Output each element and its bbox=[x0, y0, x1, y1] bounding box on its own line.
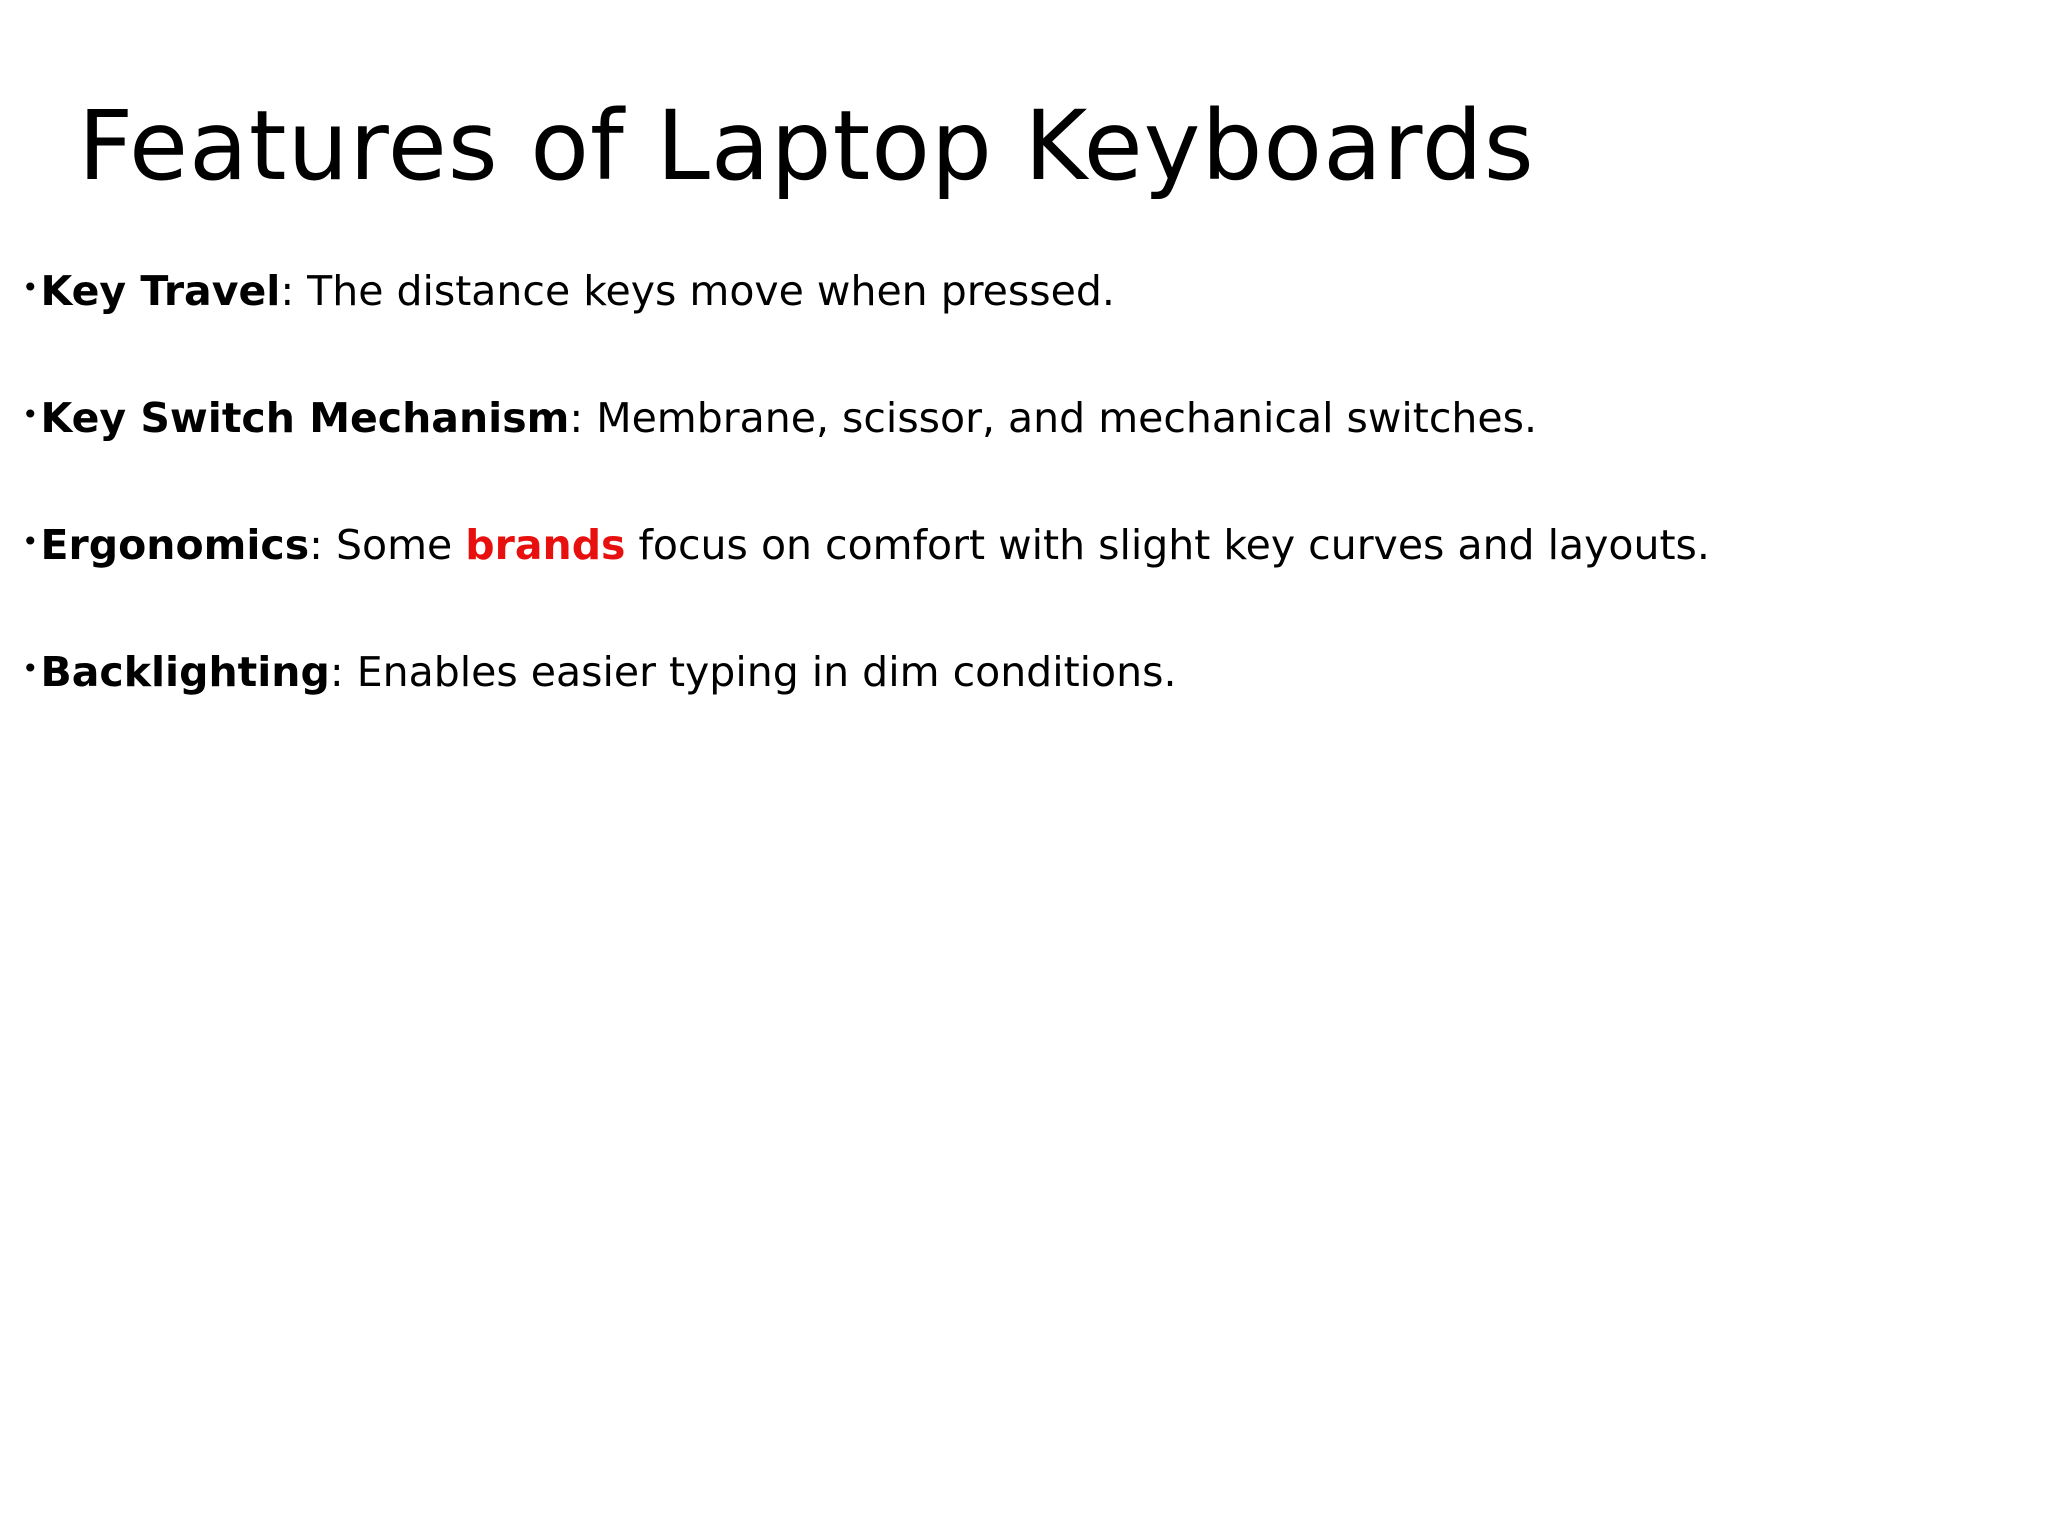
bullet-term: Key Switch Mechanism bbox=[40, 394, 570, 442]
bullet-term: Backlighting bbox=[40, 648, 330, 696]
bullet-icon: • bbox=[22, 652, 39, 685]
bullet-item-backlighting bbox=[22, 643, 1710, 698]
bullet-text: The distance keys move when pressed. bbox=[307, 267, 1115, 315]
bullet-separator: : bbox=[280, 267, 308, 315]
bullet-item-key-travel bbox=[22, 262, 1710, 317]
bullet-text: Enables easier typing in dim conditions. bbox=[356, 648, 1177, 696]
bullet-item-key-switch-mechanism bbox=[22, 389, 1710, 444]
bullet-separator: : bbox=[329, 648, 357, 696]
bullet-term: Key Travel bbox=[40, 267, 281, 315]
highlighted-word: brands bbox=[465, 521, 626, 569]
bullet-text: Membrane, scissor, and mechanical switches. bbox=[596, 394, 1538, 442]
bullet-separator: : bbox=[569, 394, 597, 442]
bullet-term: Ergonomics bbox=[40, 521, 310, 569]
bullet-text-continued: focus on comfort with slight key curves and layouts. bbox=[625, 521, 1710, 569]
bullet-item-ergonomics bbox=[22, 516, 1710, 571]
bullet-text: Some bbox=[335, 521, 466, 569]
bullet-icon: • bbox=[22, 398, 39, 431]
bullet-icon: • bbox=[22, 525, 39, 558]
bullet-separator: : bbox=[309, 521, 336, 569]
slide-title: Features of Laptop Keyboards bbox=[78, 90, 1535, 202]
bullet-icon: • bbox=[22, 271, 39, 304]
bullet-list bbox=[22, 262, 1710, 770]
